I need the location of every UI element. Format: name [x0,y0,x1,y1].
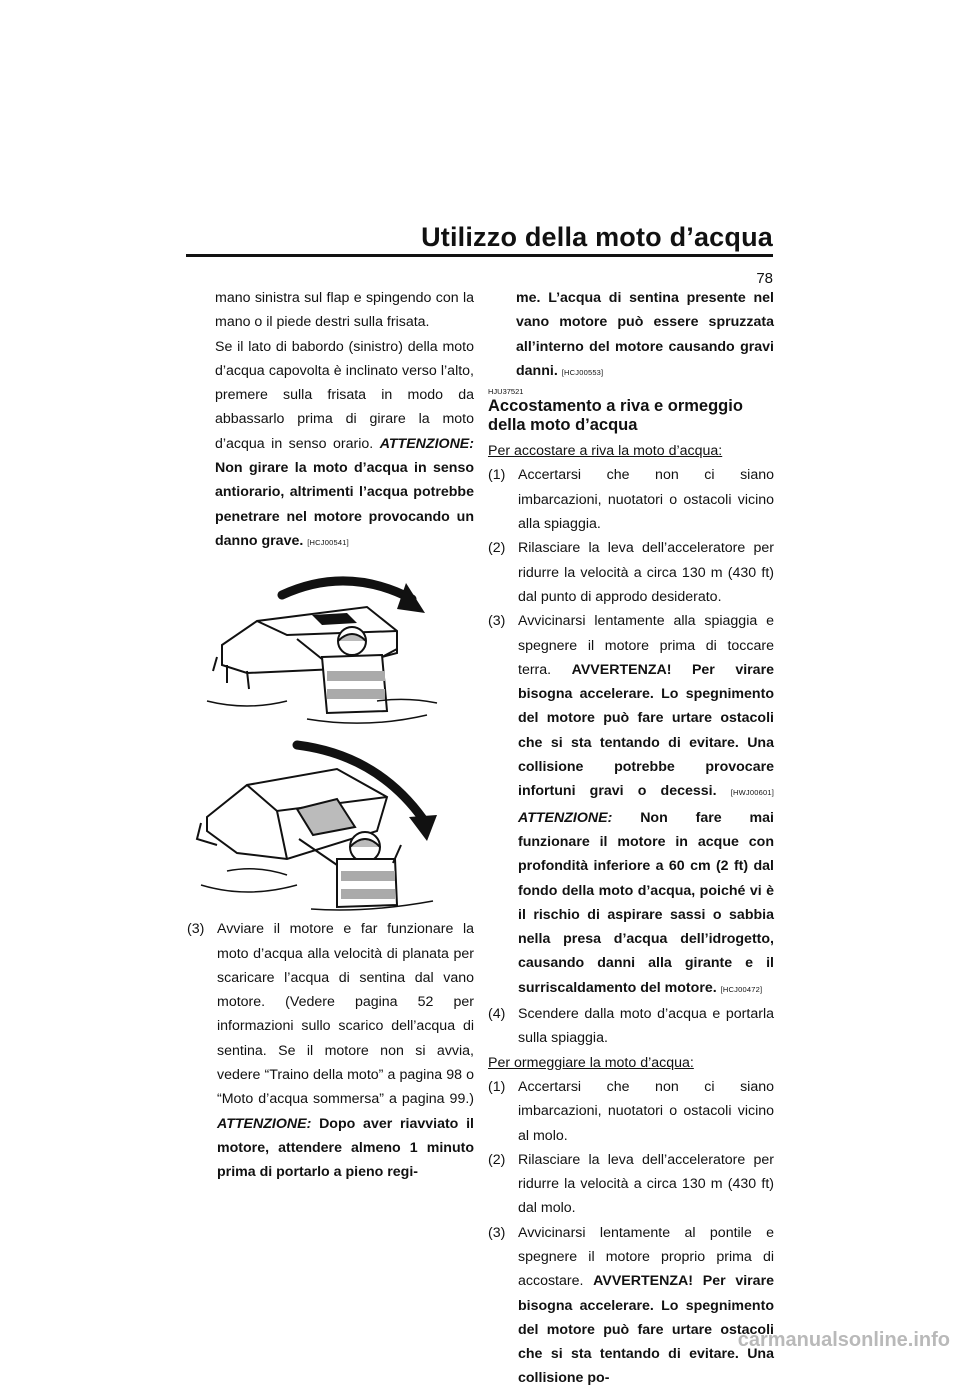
step-text [518,1221,774,1391]
caution-code: [HCJ00541] [307,537,349,547]
watermark: carmanualsonline.info [737,1329,950,1351]
section-title: Accostamento a riva e ormeggio della moto d’acqua [488,397,743,435]
paragraph-port-side [187,335,474,556]
list-item [488,1002,774,1051]
list-item [488,1075,774,1148]
left-column [187,286,474,1185]
beach-heading: Per accostare a riva la moto d’acqua: [488,443,723,460]
list-item [488,1148,774,1221]
step-number: (3) [187,921,205,938]
caution-code: [HCJ00472] [720,984,763,994]
beach-steps [488,463,774,1050]
moor-steps [488,1075,774,1391]
paragraph-flap: mano sinistra sul flap e spingendo con la mano o il piede destri sulla frisata. [215,290,474,331]
section-code: HJU37521 [488,387,524,397]
moor-step3-warning: AVVERTENZA! Per virare bisogna accelerare. Lo spegnimento del motore può fare urtare ostacoli che si sta tentando di evitare. Una collisione po- [518,1273,774,1387]
step-number: (4) [488,1006,506,1023]
step-number: (1) [488,467,506,484]
step-number: (3) [488,1224,506,1241]
step-text: Rilasciare la leva dell’acceleratore per ridurre la velocità a circa 130 m (430 ft) dal molo. [518,1151,774,1217]
list-item [488,609,774,1002]
step-text: Rilasciare la leva dell’acceleratore per ridurre la velocità a circa 130 m (430 ft) dal punto di approdo desiderato. [518,540,774,605]
page-header-title: Utilizzo della moto d’acqua [421,222,773,252]
beach-step3-body: Avvicinarsi lentamente alla spiaggia e spegnere il motore prima di toccare terra. [518,613,774,678]
step-3-restart [187,917,474,1184]
step-text: Accertarsi che non ci siano imbarcazioni, nuotatori o ostacoli vicino alla spiaggia. [518,467,774,533]
step-text [217,917,474,1184]
step-text [518,609,774,1002]
step-text: Accertarsi che non ci siano imbarcazioni, nuotatori o ostacoli vicino al molo. [518,1078,774,1144]
page-number: 78 [756,270,773,287]
step3-body: Avviare il motore e far funzionare la moto d’acqua alla velocità di planata per scaricare l’acqua di sentina dal vano motore. (Vedere pagina 52 per informazioni sullo scarico dell’acqua di sentina. Se il motore non si avvia, vedere “Traino della moto” a pagina 98 o “Moto d’acqua sommersa” a pagina 99.) [217,921,474,1108]
continuation-text: me. L’acqua di sentina presente nel vano motore può essere spruzzata all’interno del motore causando gravi danni. [516,290,774,379]
port-side-text: Se il lato di babordo (sinistro) della moto d’acqua capovolta è inclinato verso l’alto, premere sulla frisata in modo da abbassarlo prima di girare la moto d’acqua in senso orario. [215,338,474,452]
list-item [488,1221,774,1391]
header-divider [186,254,773,257]
step-text: Scendere dalla moto d’acqua e portarla sulla spiaggia. [518,1006,774,1047]
caution-text: Non girare la moto d’acqua in senso antiorario, altrimenti l’acqua potrebbe penetrare nel motore provocando un danno grave. [215,460,474,549]
right-column [488,286,774,1391]
step3-caution-label: ATTENZIONE: [217,1115,312,1132]
step-number: (1) [488,1078,506,1095]
continuation-code: [HCJ00553] [561,367,604,377]
step-number: (2) [488,1151,506,1168]
warning-code: [HWJ00601] [730,788,774,798]
caution-continuation [488,286,774,385]
list-item [488,463,774,536]
beach-step3-caution-label: ATTENZIONE: [518,809,613,826]
step3-caution-text: Dopo aver riavviato il motore, attendere almeno 1 minuto prima di portarlo a pieno regi- [217,1115,474,1181]
beach-step3-caution-text: Non fare mai funzionare il motore in acque con profondità inferiore a 60 cm (2 ft) dal fondo della moto d’acqua, poiché vi è il rischio di aspirare sassi o sabbia nella presa d’acqua dell’idrogetto, causando danni alla girante e il surriscaldamento del motore. [518,809,774,996]
step-number: (2) [488,540,506,557]
list-item [488,536,774,609]
capsize-illustration-bottom [187,735,474,913]
moor-heading: Per ormeggiare la moto d’acqua: [488,1054,694,1071]
step-number: (3) [488,613,506,630]
capsize-illustration-top [187,561,474,729]
caution-label: ATTENZIONE: [379,435,474,452]
moor-step3-body: Avvicinarsi lentamente al pontile e spegnere il motore proprio prima di accostare. [518,1224,774,1290]
beach-step3-warning: AVVERTENZA! Per virare bisogna accelerare. Lo spegnimento del motore può fare urtare ostacoli che si sta tentando di evitare. Una collisione potrebbe provocare infortuni gravi o decessi. [518,661,774,800]
